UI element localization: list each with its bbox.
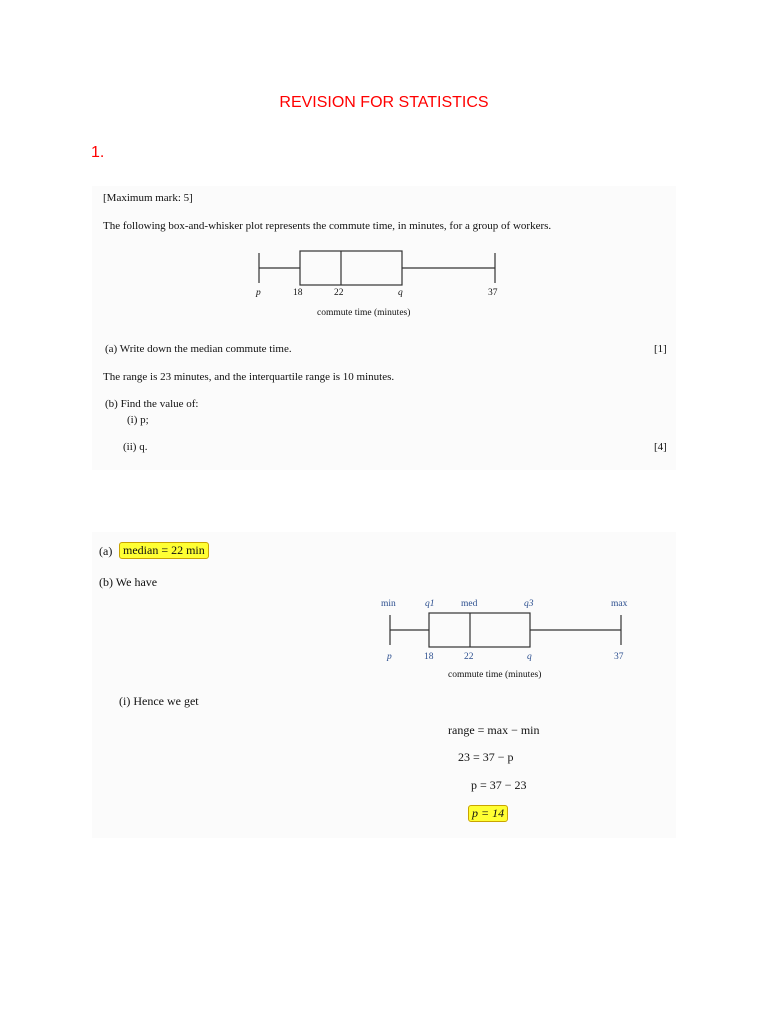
solution-axis-label: commute time (minutes) [448,670,542,680]
bottom-label-q: q [527,652,532,662]
part-b: (b) Find the value of: [105,398,199,410]
equation-1: range = max − min [448,723,540,737]
solution-panel [92,532,676,838]
top-label-q1: q1 [425,599,435,609]
top-label-min: min [381,599,396,609]
range-text: The range is 23 minutes, and the interquartile range is 10 minutes. [103,371,395,383]
plot-label-18: 18 [293,288,303,298]
solution-box-plot [92,532,676,682]
top-label-med: med [461,599,478,609]
plot-label-q: q [398,288,403,298]
page-title: REVISION FOR STATISTICS [279,94,489,111]
solution-answer: p = 14 [468,805,508,822]
plot-label-22: 22 [334,288,344,298]
solution-i-intro: (i) Hence we get [119,694,199,708]
question-intro: The following box-and-whisker plot represents the commute time, in minutes, for a group of workers. [103,220,552,232]
bottom-label-37: 37 [614,652,624,662]
part-b-ii: (ii) q. [123,441,148,453]
equation-3: p = 37 − 23 [471,778,527,792]
bottom-label-p: p [387,652,392,662]
part-a-mark: [1] [654,343,667,355]
solution-a-prefix: (a) [99,544,113,558]
top-label-q3: q3 [524,599,534,609]
question-number: 1. [91,144,105,161]
question-panel [92,186,676,470]
bottom-label-22: 22 [464,652,474,662]
part-b-mark: [4] [654,441,667,453]
box [300,251,402,285]
part-b-i: (i) p; [127,414,149,426]
top-label-max: max [611,599,628,609]
plot-label-37: 37 [488,288,498,298]
plot-label-p: p [256,288,261,298]
equation-2: 23 = 37 − p [458,750,514,764]
plot-axis-label: commute time (minutes) [317,308,411,318]
part-a: (a) Write down the median commute time. [105,343,292,355]
solution-a-answer: median = 22 min [119,542,209,559]
max-mark: [Maximum mark: 5] [103,192,193,204]
solution-b-intro: (b) We have [99,575,158,589]
box [429,613,530,647]
bottom-label-18: 18 [424,652,434,662]
